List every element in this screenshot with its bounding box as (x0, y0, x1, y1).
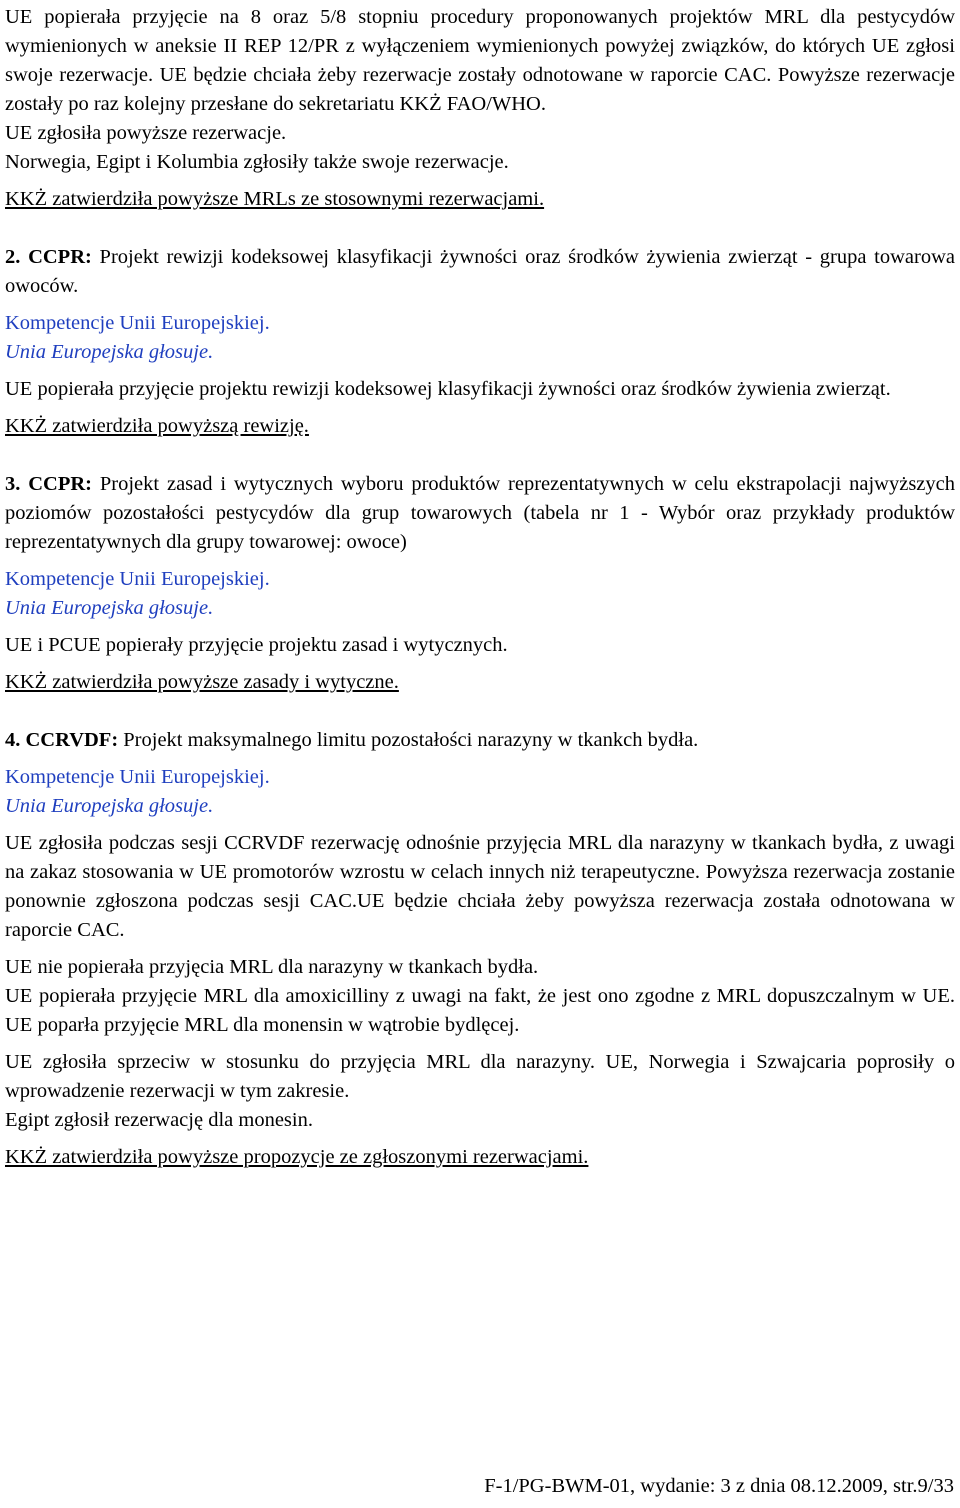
item-3-vote: Unia Europejska głosuje. (5, 597, 214, 619)
item-3-decision: KKŻ zatwierdziła powyższe zasady i wytyczne. (5, 671, 399, 693)
item-3-number: 3. (5, 473, 21, 495)
item-4-position-1: UE zgłosiła podczas sesji CCRVDF rezerwację odnośnie przyjęcia MRL dla narazyny w tkankach bydła, z uwagi na zakaz stosowania w UE promotorów wzrostu w celach innych niż terapeutyczne. Powyższa rezerwacja zostanie ponownie zgłoszona podczas sesji CAC.UE będzie chciała żeby powyższa rezerwacja została odnotowana w raporcie CAC. (5, 832, 955, 941)
eu-reservation-line: UE zgłosiła powyższe rezerwacje. (5, 122, 287, 144)
item-2-decision: KKŻ zatwierdziła powyższą rewizję. (5, 415, 309, 437)
intro-paragraph: UE popierała przyjęcie na 8 oraz 5/8 stopniu procedury proponowanych projektów MRL dla pestycydów wymienionych w aneksie II REP 12/PR z wyłączeniem wymienionych powyżej związków, do których UE zgłosi swoje rezerwacje. UE będzie chciała żeby rezerwacje zostały odnotowane w raporcie CAC. Powyższe rezerwacje zostały po raz kolejny przesłane do sekretariatu KKŻ FAO/WHO. (5, 6, 955, 115)
item-3-title: Projekt zasad i wytycznych wyboru produktów reprezentatywnych w celu ekstrapolacji najwyższych poziomów pozostałości pestycydów dla grup towarowych (tabela nr 1 - Wybór oraz przykłady produktów reprezentatywnych dla grupy towarowej: owoce) (5, 473, 956, 553)
item-4-competence: Kompetencje Unii Europejskiej. (5, 766, 270, 788)
item-2-vote: Unia Europejska głosuje. (5, 341, 214, 363)
item-4-heading (5, 726, 955, 755)
item-4-position-2b: UE popierała przyjęcie MRL dla amoxicilliny z uwagi na fakt, że jest ono zgodne z MRL dopuszczalnym w UE. UE poparła przyjęcie MRL dla monensin w wątrobie bydlęcej. (5, 985, 955, 1036)
item-2-position: UE popierała przyjęcie projektu rewizji kodeksowej klasyfikacji żywności oraz środków żywienia zwierząt. (5, 378, 891, 400)
item-4-position-2a: UE nie popierała przyjęcia MRL dla narazyny w tkankach bydła. (5, 956, 539, 978)
item-4-vote: Unia Europejska głosuje. (5, 795, 214, 817)
item-4-number: 4. (5, 729, 21, 751)
item-4-decision: KKŻ zatwierdziła powyższe propozycje ze zgłoszonymi rezerwacjami. (5, 1146, 589, 1168)
item-4-org: CCRVDF: (25, 729, 119, 751)
item-2-title: Projekt rewizji kodeksowej klasyfikacji żywności oraz środków żywienia zwierząt - grupa towarowa owoców. (5, 246, 955, 297)
item-4-position-3a: UE zgłosiła sprzeciw w stosunku do przyjęcia MRL dla narazyny. UE, Norwegia i Szwajcaria poprosiły o wprowadzenie rezerwacji w tym zakresie. (5, 1051, 955, 1102)
item-3-org: CCPR: (28, 473, 93, 495)
decision-mrls: KKŻ zatwierdziła powyższe MRLs ze stosownymi rezerwacjami. (5, 188, 545, 210)
item-2-org: CCPR: (28, 246, 92, 268)
item-4-position-3b: Egipt zgłosił rezerwację dla monesin. (5, 1109, 313, 1131)
other-reservations-line: Norwegia, Egipt i Kolumbia zgłosiły także swoje rezerwacje. (5, 151, 509, 173)
page-footer: F-1/PG-BWM-01, wydanie: 3 z dnia 08.12.2009, str.9/33 (484, 1475, 954, 1497)
item-3-competence: Kompetencje Unii Europejskiej. (5, 568, 270, 590)
item-2-competence: Kompetencje Unii Europejskiej. (5, 312, 270, 334)
document-page (5, 3, 955, 1172)
item-3-position: UE i PCUE popierały przyjęcie projektu zasad i wytycznych. (5, 634, 508, 656)
item-2-number: 2. (5, 246, 21, 268)
item-4-title: Projekt maksymalnego limitu pozostałości narazyny w tkankch bydła. (118, 729, 699, 751)
item-2-heading (5, 243, 955, 301)
item-3-heading (5, 470, 955, 557)
